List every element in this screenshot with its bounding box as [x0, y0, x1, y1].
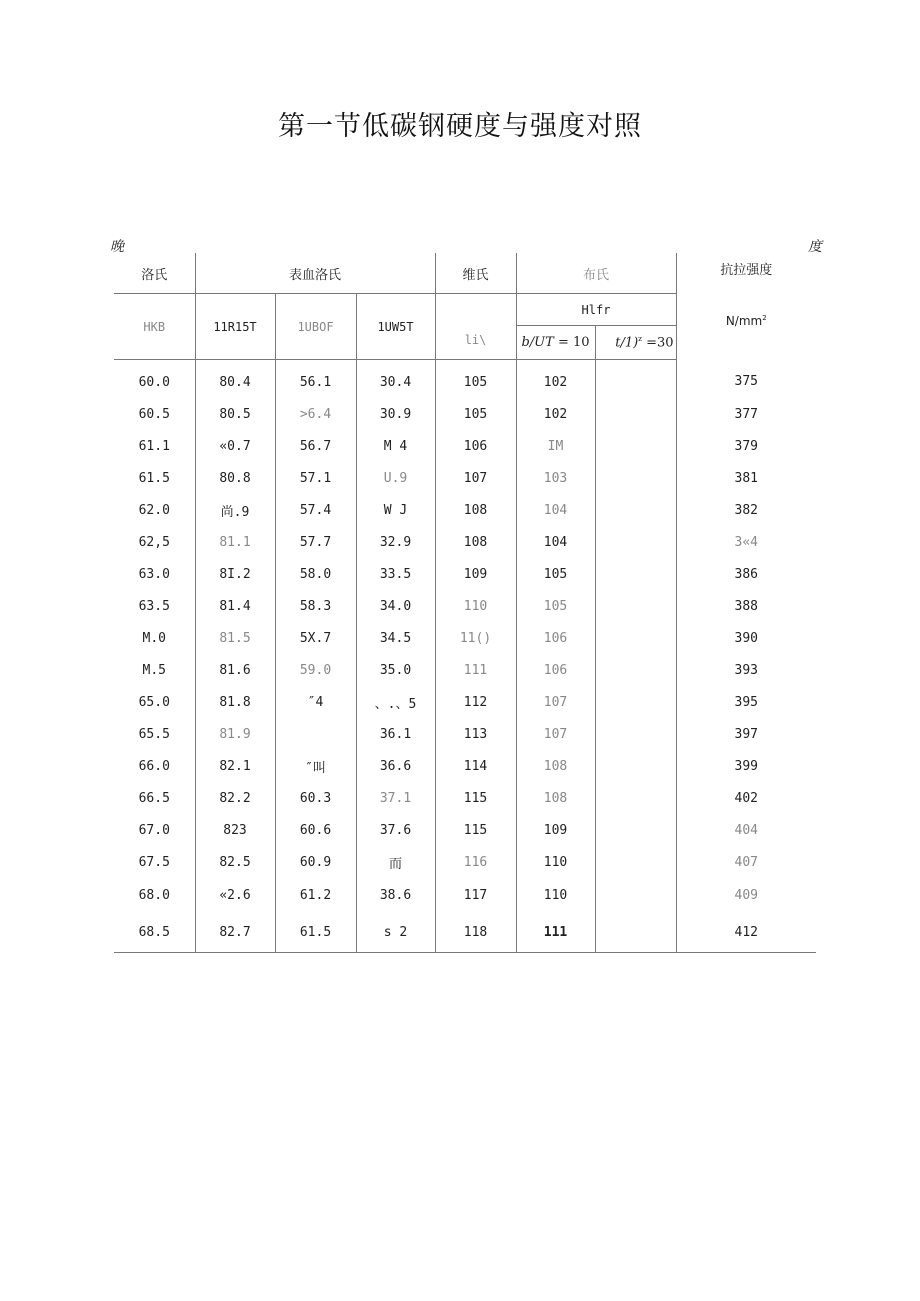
cell-hr15t: «2.6	[195, 878, 275, 912]
cell-tensile: 390	[676, 622, 816, 654]
cell-hb10: 110	[516, 878, 595, 912]
cell-tensile: 407	[676, 846, 816, 878]
table-row	[114, 430, 816, 462]
header-hv: li\	[435, 294, 516, 360]
cell-hb30	[595, 590, 676, 622]
cell-tensile: 402	[676, 782, 816, 814]
cell-hr45t: 34.0	[356, 590, 435, 622]
cell-tensile: 381	[676, 462, 816, 494]
header-hkb: HKB	[114, 294, 195, 360]
table-row	[114, 814, 816, 846]
cell-hrb: 65.0	[138, 694, 170, 710]
cell-hrb: 63.5	[138, 598, 170, 614]
cell-hrb: 62.0	[138, 502, 170, 518]
cell-hr15t: 80.8	[195, 462, 275, 494]
cell-hrb: 62,5	[138, 534, 170, 550]
cell-hr30t: ″4	[275, 686, 356, 718]
brinell-ratio-30-value: =30	[641, 335, 674, 351]
cell-hb30	[595, 526, 676, 558]
cell-hv: 115	[435, 782, 516, 814]
cell-tensile: 379	[676, 430, 816, 462]
cell-tensile: 382	[676, 494, 816, 526]
brinell-ratio-10-symbol: b/UT	[521, 335, 554, 350]
cell-hr15t: 82.1	[195, 750, 275, 782]
cell-hrb: 68.0	[138, 887, 170, 903]
cell-hr15t: 81.6	[195, 654, 275, 686]
cell-hb30	[595, 912, 676, 953]
cell-hrb: 67.5	[138, 854, 170, 870]
cell-tensile: 393	[676, 654, 816, 686]
cell-hv: 114	[435, 750, 516, 782]
cell-hb30	[595, 622, 676, 654]
cell-hr15t: 81.8	[195, 686, 275, 718]
cell-hb10: 106	[516, 654, 595, 686]
cell-hr15t: 82.5	[195, 846, 275, 878]
cell-hb30	[595, 430, 676, 462]
header-brinell: 布氏	[516, 253, 676, 294]
header-rockwell: 洛氏	[114, 253, 195, 294]
cell-hb10: 109	[516, 814, 595, 846]
cell-hv: 108	[435, 494, 516, 526]
cell-hb10: 106	[516, 622, 595, 654]
unit-superscript: 2	[762, 314, 767, 322]
cell-hr15t: 823	[195, 814, 275, 846]
cell-hrb: 68.5	[114, 912, 195, 953]
cell-hrb: 60.5	[138, 406, 170, 422]
cell-tensile: 399	[676, 750, 816, 782]
cell-hr45t: s 2	[356, 912, 435, 953]
cell-hrb: 66.5	[138, 790, 170, 806]
cell-hr45t: 30.4	[356, 360, 435, 399]
cell-hrb: M.5	[142, 662, 166, 678]
cell-tensile: 409	[676, 878, 816, 912]
cell-hb30	[595, 462, 676, 494]
table-body	[114, 360, 816, 953]
cell-hr15t: 81.9	[195, 718, 275, 750]
header-hlfr: Hlfr	[516, 294, 676, 326]
cell-hr45t: 33.5	[356, 558, 435, 590]
cell-hv: 112	[435, 686, 516, 718]
cell-tensile: 386	[676, 558, 816, 590]
cell-hr45t: 30.9	[356, 398, 435, 430]
cell-hb30	[595, 750, 676, 782]
header-tensile-unit	[677, 314, 817, 328]
table-row	[114, 526, 816, 558]
cell-hb10: IM	[516, 430, 595, 462]
cell-hv: 11()	[435, 622, 516, 654]
cell-hr45t: 37.1	[356, 782, 435, 814]
cell-hr15t: 81.5	[195, 622, 275, 654]
cell-hr15t: 81.4	[195, 590, 275, 622]
cell-hr30t: 56.7	[275, 430, 356, 462]
cell-hr15t: 82.7	[195, 912, 275, 953]
cell-hb10: 105	[516, 590, 595, 622]
cell-hr45t: 38.6	[356, 878, 435, 912]
cell-hrb: M.0	[142, 630, 166, 646]
cell-hr45t: W J	[356, 494, 435, 526]
cell-hr15t: «0.7	[195, 430, 275, 462]
cell-hr15t: 8I.2	[195, 558, 275, 590]
cell-hb10: 108	[516, 750, 595, 782]
cell-hr30t: 59.0	[275, 654, 356, 686]
table-row	[114, 686, 816, 718]
table-row	[114, 846, 816, 878]
cell-hb10: 103	[516, 462, 595, 494]
header-11r15t: 11R15T	[195, 294, 275, 360]
cell-hv: 111	[435, 654, 516, 686]
table-row	[114, 590, 816, 622]
cell-hr45t: 34.5	[356, 622, 435, 654]
header-brinell-ratio-10	[516, 326, 595, 360]
cell-hrb: 66.0	[138, 758, 170, 774]
table-row	[114, 912, 816, 953]
cell-tensile: 377	[676, 398, 816, 430]
brinell-ratio-30-superscript: z	[638, 334, 642, 343]
cell-hr15t: 80.5	[195, 398, 275, 430]
cell-hv: 116	[435, 846, 516, 878]
cell-hr45t: 37.6	[356, 814, 435, 846]
cell-tensile: 3«4	[676, 526, 816, 558]
cell-hb30	[595, 360, 676, 399]
cell-hrb: 61.1	[138, 438, 170, 454]
hardness-strength-table	[114, 253, 816, 953]
cell-hb30	[595, 718, 676, 750]
cell-tensile: 412	[676, 912, 816, 953]
cell-hv: 106	[435, 430, 516, 462]
cell-hrb: 60.0	[138, 374, 170, 390]
cell-hb10: 107	[516, 686, 595, 718]
cell-tensile: 388	[676, 590, 816, 622]
cell-hr30t: 60.9	[275, 846, 356, 878]
cell-hb30	[595, 782, 676, 814]
page-title: 第一节低碳钢硬度与强度对照	[278, 111, 642, 142]
header-tensile: 抗拉强度	[720, 263, 773, 278]
corner-mark-right: 度	[808, 239, 822, 255]
cell-hb10: 102	[516, 360, 595, 399]
cell-hv: 117	[435, 878, 516, 912]
cell-hr30t: 56.1	[275, 360, 356, 399]
cell-hb30	[595, 878, 676, 912]
cell-hr30t: 57.4	[275, 494, 356, 526]
cell-hr30t: 57.1	[275, 462, 356, 494]
header-1ubof: 1UBOF	[275, 294, 356, 360]
cell-hr30t: 58.0	[275, 558, 356, 590]
cell-hrb: 61.5	[138, 470, 170, 486]
table-row	[114, 654, 816, 686]
cell-hb10: 105	[516, 558, 595, 590]
cell-hr45t: 36.1	[356, 718, 435, 750]
cell-hv: 105	[435, 360, 516, 399]
header-surface-rockwell: 表血洛氏	[195, 253, 435, 294]
brinell-ratio-30-symbol: t/1)	[615, 335, 639, 351]
header-brinell-ratio-30	[595, 326, 676, 360]
header-tensile-cell	[676, 253, 816, 360]
cell-hv: 105	[435, 398, 516, 430]
cell-hr15t: 81.1	[195, 526, 275, 558]
cell-hr30t: ″叫	[275, 750, 356, 782]
brinell-ratio-10-value: = 10	[553, 335, 590, 350]
cell-hv: 109	[435, 558, 516, 590]
cell-hv: 108	[435, 526, 516, 558]
cell-hr15t: 80.4	[195, 360, 275, 399]
table-row	[114, 360, 816, 399]
table-row	[114, 494, 816, 526]
cell-hb30	[595, 846, 676, 878]
cell-hb10: 104	[516, 494, 595, 526]
cell-hr30t: 57.7	[275, 526, 356, 558]
cell-hr30t: 60.3	[275, 782, 356, 814]
cell-hb10: 111	[516, 912, 595, 953]
cell-hr30t	[275, 718, 356, 750]
cell-tensile: 404	[676, 814, 816, 846]
cell-hv: 110	[435, 590, 516, 622]
unit-text: N/mm	[725, 314, 763, 328]
cell-tensile: 397	[676, 718, 816, 750]
cell-hr30t: 61.2	[275, 878, 356, 912]
cell-hb30	[595, 814, 676, 846]
table-row	[114, 622, 816, 654]
cell-hb30	[595, 686, 676, 718]
cell-hr30t: 60.6	[275, 814, 356, 846]
cell-hr45t: 32.9	[356, 526, 435, 558]
cell-hr30t: 61.5	[275, 912, 356, 953]
cell-hv: 115	[435, 814, 516, 846]
cell-hr15t: 尚.9	[195, 494, 275, 526]
cell-hb30	[595, 398, 676, 430]
cell-hb10: 102	[516, 398, 595, 430]
cell-hb10: 110	[516, 846, 595, 878]
cell-tensile: 375	[676, 360, 816, 399]
cell-hr45t: 、.、5	[356, 686, 435, 718]
cell-hr45t: M 4	[356, 430, 435, 462]
cell-hrb: 65.5	[138, 726, 170, 742]
cell-hb10: 104	[516, 526, 595, 558]
table-row	[114, 782, 816, 814]
table-row	[114, 750, 816, 782]
cell-hr45t: 36.6	[356, 750, 435, 782]
cell-hb10: 108	[516, 782, 595, 814]
cell-hr30t: 5X.7	[275, 622, 356, 654]
cell-hr45t: U.9	[356, 462, 435, 494]
table-row	[114, 398, 816, 430]
cell-hr30t: 58.3	[275, 590, 356, 622]
cell-hv: 113	[435, 718, 516, 750]
header-1uw5t: 1UW5T	[356, 294, 435, 360]
cell-hrb: 63.0	[138, 566, 170, 582]
table-row	[114, 878, 816, 912]
table-row	[114, 558, 816, 590]
table-row	[114, 718, 816, 750]
cell-hb30	[595, 494, 676, 526]
cell-hrb: 67.0	[138, 822, 170, 838]
cell-hb10: 107	[516, 718, 595, 750]
cell-tensile: 395	[676, 686, 816, 718]
cell-hv: 107	[435, 462, 516, 494]
cell-hv: 118	[435, 912, 516, 953]
cell-hr45t: 而	[356, 846, 435, 878]
cell-hr45t: 35.0	[356, 654, 435, 686]
header-vickers: 维氏	[435, 253, 516, 294]
table-row	[114, 462, 816, 494]
cell-hr15t: 82.2	[195, 782, 275, 814]
corner-mark-left: 晚	[110, 239, 124, 255]
cell-hb30	[595, 654, 676, 686]
cell-hb30	[595, 558, 676, 590]
cell-hr30t: >6.4	[275, 398, 356, 430]
